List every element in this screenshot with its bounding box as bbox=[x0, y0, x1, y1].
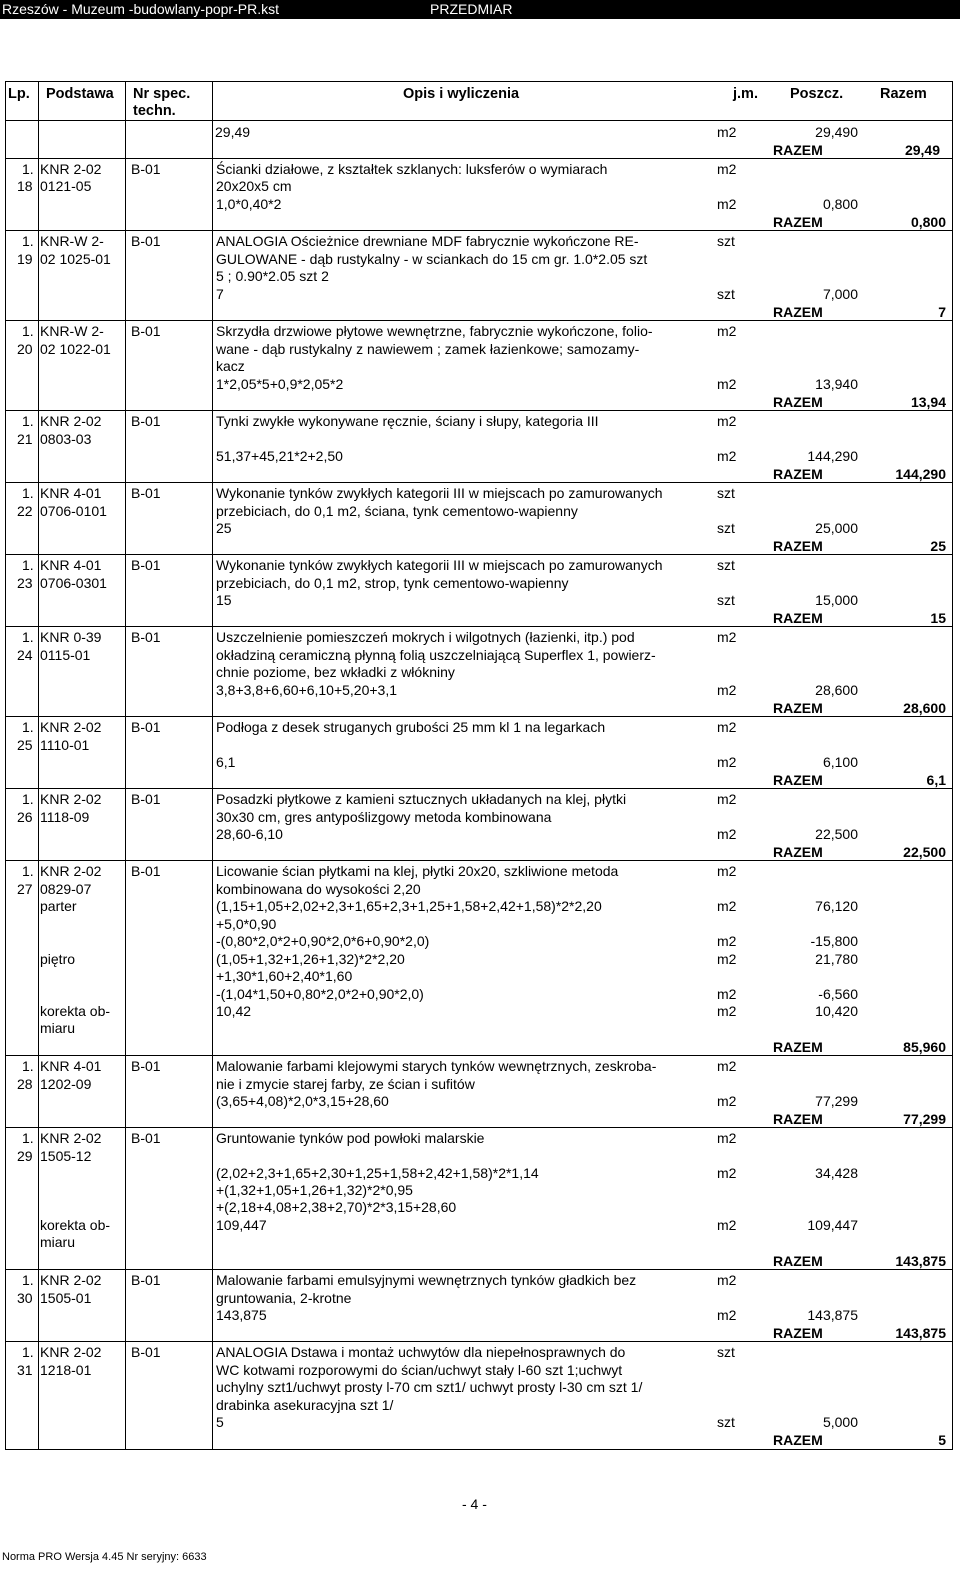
row-divider bbox=[5, 716, 953, 717]
col-opis: Opis i wyliczenia bbox=[403, 86, 520, 102]
item-lp-num: 31 bbox=[17, 1362, 33, 1378]
item-unit: m2 bbox=[717, 791, 737, 807]
column-divider bbox=[38, 81, 39, 1450]
software-footer: Norma PRO Wersja 4.45 Nr seryjny: 6633 bbox=[2, 1551, 207, 1563]
razem-label: RAZEM bbox=[773, 1253, 823, 1269]
razem-label: RAZEM bbox=[773, 844, 823, 860]
item-lp-num: 26 bbox=[17, 809, 33, 825]
item-formula: 28,60-6,10 bbox=[216, 826, 283, 842]
item-basis-code: 1202-09 bbox=[40, 1076, 92, 1092]
item-basis: KNR-W 2- bbox=[40, 323, 104, 339]
row-divider bbox=[5, 1341, 953, 1342]
item-basis: KNR 2-02 bbox=[40, 1272, 102, 1288]
item-qty: 6,100 bbox=[822, 754, 858, 770]
item-spec: B-01 bbox=[131, 791, 161, 807]
item-desc: gruntowania, 2-krotne bbox=[216, 1290, 352, 1306]
item-formula-unit: m2 bbox=[717, 1003, 737, 1019]
item-qty: 5,000 bbox=[822, 1414, 858, 1430]
razem-value: 29,49 bbox=[904, 142, 940, 158]
item-formula-unit: m2 bbox=[717, 1093, 737, 1109]
item-basis-code: 0115-01 bbox=[40, 647, 91, 663]
item-formula: +(1,32+1,05+1,26+1,32)*2*0,95 bbox=[216, 1182, 413, 1198]
item-unit: m2 bbox=[717, 863, 737, 879]
row-divider bbox=[5, 554, 953, 555]
carry-value: 29,490 bbox=[815, 124, 858, 140]
item-qty: 144,290 bbox=[807, 448, 858, 464]
razem-label: RAZEM bbox=[773, 1432, 823, 1448]
item-basis: KNR 0-39 bbox=[40, 629, 102, 645]
item-spec: B-01 bbox=[131, 629, 161, 645]
item-spec: B-01 bbox=[131, 557, 161, 573]
row-divider bbox=[5, 1055, 953, 1056]
item-basis: KNR 2-02 bbox=[40, 863, 102, 879]
item-unit: m2 bbox=[717, 413, 737, 429]
col-razem: Razem bbox=[880, 86, 927, 102]
razem-label: RAZEM bbox=[773, 610, 823, 626]
item-basis: KNR 2-02 bbox=[40, 719, 102, 735]
item-basis-code: 1110-01 bbox=[40, 737, 90, 753]
item-desc: 30x30 cm, gres antypoślizgowy metoda kombinowana bbox=[216, 809, 552, 825]
item-unit: m2 bbox=[717, 161, 737, 177]
col-poszcz: Poszcz. bbox=[790, 86, 844, 102]
item-lp-num: 19 bbox=[17, 251, 33, 267]
row-divider bbox=[5, 482, 953, 483]
item-unit: szt bbox=[717, 485, 735, 501]
item-desc: przebiciach, do 0,1 m2, ściana, tynk cementowo-wapienny bbox=[216, 503, 578, 519]
row-divider bbox=[5, 230, 953, 231]
item-location: miaru bbox=[40, 1020, 76, 1036]
item-qty: 25,000 bbox=[815, 520, 858, 536]
item-lp: 1. bbox=[22, 1130, 34, 1146]
item-desc: wane - dąb rustykalny z nawiewem ; zamek łazienkowe; samozamy- bbox=[216, 341, 640, 357]
item-qty: 28,600 bbox=[815, 682, 858, 698]
item-formula-unit: szt bbox=[717, 520, 735, 536]
item-desc: Wykonanie tynków zwykłych kategorii III w miejscach po zamurowanych bbox=[216, 485, 663, 501]
item-lp-num: 27 bbox=[17, 881, 33, 897]
item-spec: B-01 bbox=[131, 1344, 161, 1360]
razem-value: 85,960 bbox=[903, 1039, 946, 1055]
item-unit: m2 bbox=[717, 1130, 737, 1146]
row-divider bbox=[5, 860, 953, 861]
item-unit: m2 bbox=[717, 629, 737, 645]
item-qty: 7,000 bbox=[822, 286, 858, 302]
item-desc: Malowanie farbami klejowymi starych tynków wewnętrznych, zeskroba- bbox=[216, 1058, 657, 1074]
razem-value: 5 bbox=[938, 1432, 946, 1448]
row-divider bbox=[5, 788, 953, 789]
item-formula: (1,15+1,05+2,02+2,3+1,65+2,3+1,25+1,58+2,42+1,58)*2*2,20 bbox=[216, 898, 602, 914]
item-lp: 1. bbox=[22, 1344, 34, 1360]
item-lp-num: 25 bbox=[17, 737, 33, 753]
item-formula: +1,30*1,60+2,40*1,60 bbox=[216, 968, 353, 984]
razem-value: 143,875 bbox=[895, 1325, 946, 1341]
item-formula: 15 bbox=[216, 592, 232, 608]
item-qty: 13,940 bbox=[815, 376, 858, 392]
razem-label: RAZEM bbox=[773, 1039, 823, 1055]
item-lp: 1. bbox=[22, 485, 34, 501]
razem-value: 28,600 bbox=[903, 700, 946, 716]
item-basis: KNR 2-02 bbox=[40, 1130, 102, 1146]
item-lp: 1. bbox=[22, 791, 34, 807]
razem-value: 143,875 bbox=[895, 1253, 946, 1269]
razem-value: 13,94 bbox=[910, 394, 946, 410]
item-lp-num: 21 bbox=[17, 431, 33, 447]
razem-label: RAZEM bbox=[773, 394, 823, 410]
item-basis-code: 0803-03 bbox=[40, 431, 92, 447]
item-desc: ANALOGIA Dstawa i montaż uchwytów dla niepełnosprawnych do bbox=[216, 1344, 626, 1360]
item-basis-code: 02 1025-01 bbox=[40, 251, 111, 267]
razem-value: 77,299 bbox=[903, 1111, 946, 1127]
razem-value: 15 bbox=[930, 610, 946, 626]
item-unit: szt bbox=[717, 1344, 735, 1360]
column-divider bbox=[125, 81, 126, 1450]
item-spec: B-01 bbox=[131, 161, 161, 177]
item-spec: B-01 bbox=[131, 1272, 161, 1288]
item-formula: 5 bbox=[216, 1414, 224, 1430]
col-jm: j.m. bbox=[733, 86, 758, 102]
item-formula-unit: szt bbox=[717, 286, 735, 302]
item-formula-unit: m2 bbox=[717, 898, 737, 914]
item-desc: chnie poziome, bez wkładki z włókniny bbox=[216, 664, 455, 680]
item-desc: Ścianki działowe, z kształtek szklanych: luksferów o wymiarach bbox=[216, 161, 608, 177]
item-formula-unit: szt bbox=[717, 592, 735, 608]
item-spec: B-01 bbox=[131, 719, 161, 735]
item-qty: 109,447 bbox=[807, 1217, 858, 1233]
item-desc: Tynki zwykłe wykonywane ręcznie, ściany i słupy, kategoria III bbox=[216, 413, 599, 429]
razem-value: 22,500 bbox=[903, 844, 946, 860]
item-desc: Skrzydła drzwiowe płytowe wewnętrzne, fabrycznie wykończone, folio- bbox=[216, 323, 653, 339]
item-unit: m2 bbox=[717, 719, 737, 735]
item-lp: 1. bbox=[22, 233, 34, 249]
item-basis: KNR 2-02 bbox=[40, 413, 102, 429]
item-qty: 77,299 bbox=[815, 1093, 858, 1109]
item-desc: uchylny szt1/uchwyt prosty l-70 cm szt1/ uchwyt prosty l-30 cm szt 1/ bbox=[216, 1379, 643, 1395]
razem-value: 0,800 bbox=[910, 214, 946, 230]
item-basis-code: 0121-05 bbox=[40, 178, 92, 194]
item-qty: -6,560 bbox=[818, 986, 858, 1002]
item-desc: Uszczelnienie pomieszczeń mokrych i wilgotnych (łazienki, itp.) pod bbox=[216, 629, 635, 645]
carry-unit: m2 bbox=[717, 124, 737, 140]
item-formula: 3,8+3,8+6,60+6,10+5,20+3,1 bbox=[216, 682, 398, 698]
row-divider bbox=[5, 158, 953, 159]
item-desc: drabinka asekuracyjna szt 1/ bbox=[216, 1397, 394, 1413]
item-desc: kacz bbox=[216, 358, 245, 374]
item-formula: 1*2,05*5+0,9*2,05*2 bbox=[216, 376, 344, 392]
item-formula-unit: m2 bbox=[717, 754, 737, 770]
item-spec: B-01 bbox=[131, 413, 161, 429]
column-divider bbox=[212, 81, 213, 1450]
razem-value: 7 bbox=[938, 304, 946, 320]
item-unit: szt bbox=[717, 233, 735, 249]
document-type: PRZEDMIAR bbox=[430, 1, 513, 17]
item-qty: 10,420 bbox=[815, 1003, 858, 1019]
item-location: miaru bbox=[40, 1234, 76, 1250]
item-location: korekta ob- bbox=[40, 1003, 111, 1019]
item-lp-num: 30 bbox=[17, 1290, 33, 1306]
item-unit: m2 bbox=[717, 323, 737, 339]
item-desc: Posadzki płytkowe z kamieni sztucznych układanych na klej, płytki bbox=[216, 791, 627, 807]
item-qty: 22,500 bbox=[815, 826, 858, 842]
razem-label: RAZEM bbox=[773, 304, 823, 320]
item-qty: 34,428 bbox=[815, 1165, 858, 1181]
item-location: piętro bbox=[40, 951, 76, 967]
item-basis: KNR 2-02 bbox=[40, 791, 102, 807]
item-spec: B-01 bbox=[131, 485, 161, 501]
item-desc: 5 ; 0.90*2.05 szt 2 bbox=[216, 268, 329, 284]
item-lp-num: 20 bbox=[17, 341, 33, 357]
item-location: korekta ob- bbox=[40, 1217, 111, 1233]
item-formula-unit: m2 bbox=[717, 1217, 737, 1233]
item-qty: 0,800 bbox=[822, 196, 858, 212]
item-formula: 1,0*0,40*2 bbox=[216, 196, 282, 212]
item-desc: kombinowana do wysokości 2,20 bbox=[216, 881, 421, 897]
item-unit: szt bbox=[717, 557, 735, 573]
item-formula-unit: m2 bbox=[717, 376, 737, 392]
header-divider bbox=[5, 120, 953, 121]
item-desc: 20x20x5 cm bbox=[216, 178, 292, 194]
item-formula: +5,0*0,90 bbox=[216, 916, 277, 932]
item-lp-num: 24 bbox=[17, 647, 33, 663]
row-divider bbox=[5, 626, 953, 627]
item-basis-code: 1118-09 bbox=[40, 809, 90, 825]
razem-label: RAZEM bbox=[773, 772, 823, 788]
item-location: parter bbox=[40, 898, 77, 914]
item-basis-code: 02 1022-01 bbox=[40, 341, 111, 357]
item-lp: 1. bbox=[22, 557, 34, 573]
item-basis: KNR 4-01 bbox=[40, 557, 102, 573]
item-basis-code: 1505-12 bbox=[40, 1148, 92, 1164]
item-desc: nie i zmycie starej farby, ze ścian i sufitów bbox=[216, 1076, 475, 1092]
item-desc: Podłoga z desek struganych grubości 25 mm kl 1 na legarkach bbox=[216, 719, 606, 735]
item-formula-unit: szt bbox=[717, 1414, 735, 1430]
item-formula: 51,37+45,21*2+2,50 bbox=[216, 448, 343, 464]
item-formula: 6,1 bbox=[216, 754, 236, 770]
carry-formula: 29,49 bbox=[215, 124, 251, 140]
item-formula-unit: m2 bbox=[717, 951, 737, 967]
item-lp: 1. bbox=[22, 1058, 34, 1074]
item-formula: 10,42 bbox=[216, 1003, 252, 1019]
item-formula-unit: m2 bbox=[717, 826, 737, 842]
item-spec: B-01 bbox=[131, 863, 161, 879]
item-basis-code: 1505-01 bbox=[40, 1290, 92, 1306]
item-desc: okładziną ceramiczną płynną folią uszczelniającą Superflex 1, powierz- bbox=[216, 647, 656, 663]
row-divider bbox=[5, 1127, 953, 1128]
item-basis: KNR 2-02 bbox=[40, 161, 102, 177]
item-lp-num: 29 bbox=[17, 1148, 33, 1164]
row-divider bbox=[5, 1269, 953, 1270]
item-unit: m2 bbox=[717, 1058, 737, 1074]
item-desc: WC kotwami rozporowymi do ścian/uchwyt stały l-60 szt 1;uchwyt bbox=[216, 1362, 623, 1378]
item-desc: Malowanie farbami emulsyjnymi wewnętrznych tynków gładkich bez bbox=[216, 1272, 637, 1288]
item-formula: 109,447 bbox=[216, 1217, 267, 1233]
razem-value: 6,1 bbox=[926, 772, 946, 788]
item-formula-unit: m2 bbox=[717, 986, 737, 1002]
item-desc: ANALOGIA Ościeżnice drewniane MDF fabrycznie wykończone RE- bbox=[216, 233, 639, 249]
item-formula-unit: m2 bbox=[717, 448, 737, 464]
item-spec: B-01 bbox=[131, 1058, 161, 1074]
col-lp: Lp. bbox=[8, 86, 30, 102]
item-basis: KNR 4-01 bbox=[40, 1058, 102, 1074]
item-formula: +(2,18+4,08+2,38+2,70)*2*3,15+28,60 bbox=[216, 1199, 457, 1215]
razem-label: RAZEM bbox=[773, 214, 823, 230]
item-formula-unit: m2 bbox=[717, 682, 737, 698]
item-formula: -(1,04*1,50+0,80*2,0*2+0,90*2,0) bbox=[216, 986, 424, 1002]
item-unit: m2 bbox=[717, 1272, 737, 1288]
item-formula: 143,875 bbox=[216, 1307, 267, 1323]
item-formula-unit: m2 bbox=[717, 1307, 737, 1323]
item-formula: (2,02+2,3+1,65+2,30+1,25+1,58+2,42+1,58)*2*1,14 bbox=[216, 1165, 539, 1181]
file-title: Rzeszów - Muzeum -budowlany-popr-PR.kst bbox=[2, 1, 279, 17]
item-desc: Gruntowanie tynków pod powłoki malarskie bbox=[216, 1130, 485, 1146]
item-qty: 21,780 bbox=[815, 951, 858, 967]
col-podstawa: Podstawa bbox=[46, 86, 114, 102]
item-lp: 1. bbox=[22, 323, 34, 339]
item-formula-unit: m2 bbox=[717, 933, 737, 949]
item-formula-unit: m2 bbox=[717, 1165, 737, 1181]
item-desc: Wykonanie tynków zwykłych kategorii III w miejscach po zamurowanych bbox=[216, 557, 663, 573]
item-desc: Licowanie ścian płytkami na klej, płytki 20x20, szkliwione metoda bbox=[216, 863, 619, 879]
col-nrspec: Nr spec. bbox=[133, 86, 191, 102]
item-qty: -15,800 bbox=[810, 933, 858, 949]
razem-label: RAZEM bbox=[773, 1325, 823, 1341]
item-spec: B-01 bbox=[131, 1130, 161, 1146]
item-desc: przebiciach, do 0,1 m2, strop, tynk cementowo-wapienny bbox=[216, 575, 569, 591]
item-lp: 1. bbox=[22, 1272, 34, 1288]
razem-value: 144,290 bbox=[895, 466, 946, 482]
item-lp-num: 18 bbox=[17, 178, 33, 194]
item-basis: KNR 4-01 bbox=[40, 485, 102, 501]
item-formula: 7 bbox=[216, 286, 224, 302]
item-lp-num: 23 bbox=[17, 575, 33, 591]
item-basis-code: 1218-01 bbox=[40, 1362, 92, 1378]
item-basis: KNR-W 2- bbox=[40, 233, 104, 249]
item-basis-code: 0829-07 bbox=[40, 881, 92, 897]
razem-label: RAZEM bbox=[773, 1111, 823, 1127]
item-qty: 76,120 bbox=[815, 898, 858, 914]
item-lp: 1. bbox=[22, 863, 34, 879]
page-number: - 4 - bbox=[462, 1496, 487, 1512]
top-bar bbox=[0, 0, 960, 19]
razem-label: RAZEM bbox=[773, 538, 823, 554]
item-lp: 1. bbox=[22, 413, 34, 429]
item-lp: 1. bbox=[22, 629, 34, 645]
item-basis: KNR 2-02 bbox=[40, 1344, 102, 1360]
item-lp-num: 22 bbox=[17, 503, 33, 519]
item-formula: -(0,80*2,0*2+0,90*2,0*6+0,90*2,0) bbox=[216, 933, 430, 949]
row-divider bbox=[5, 320, 953, 321]
razem-label: RAZEM bbox=[773, 700, 823, 716]
row-divider bbox=[5, 410, 953, 411]
item-desc: GULOWANE - dąb rustykalny - w sciankach do 15 cm gr. 1.0*2.05 szt bbox=[216, 251, 648, 267]
item-qty: 143,875 bbox=[807, 1307, 858, 1323]
item-lp-num: 28 bbox=[17, 1076, 33, 1092]
item-spec: B-01 bbox=[131, 233, 161, 249]
item-qty: 15,000 bbox=[815, 592, 858, 608]
razem-label: RAZEM bbox=[773, 142, 823, 158]
razem-value: 25 bbox=[930, 538, 946, 554]
item-lp: 1. bbox=[22, 161, 34, 177]
item-basis-code: 0706-0101 bbox=[40, 503, 107, 519]
razem-label: RAZEM bbox=[773, 466, 823, 482]
item-spec: B-01 bbox=[131, 323, 161, 339]
item-formula: (3,65+4,08)*2,0*3,15+28,60 bbox=[216, 1093, 389, 1109]
item-lp: 1. bbox=[22, 719, 34, 735]
item-basis-code: 0706-0301 bbox=[40, 575, 107, 591]
item-formula-unit: m2 bbox=[717, 196, 737, 212]
item-formula: 25 bbox=[216, 520, 232, 536]
col-nrspec-2: techn. bbox=[133, 103, 176, 119]
item-formula: (1,05+1,32+1,26+1,32)*2*2,20 bbox=[216, 951, 405, 967]
